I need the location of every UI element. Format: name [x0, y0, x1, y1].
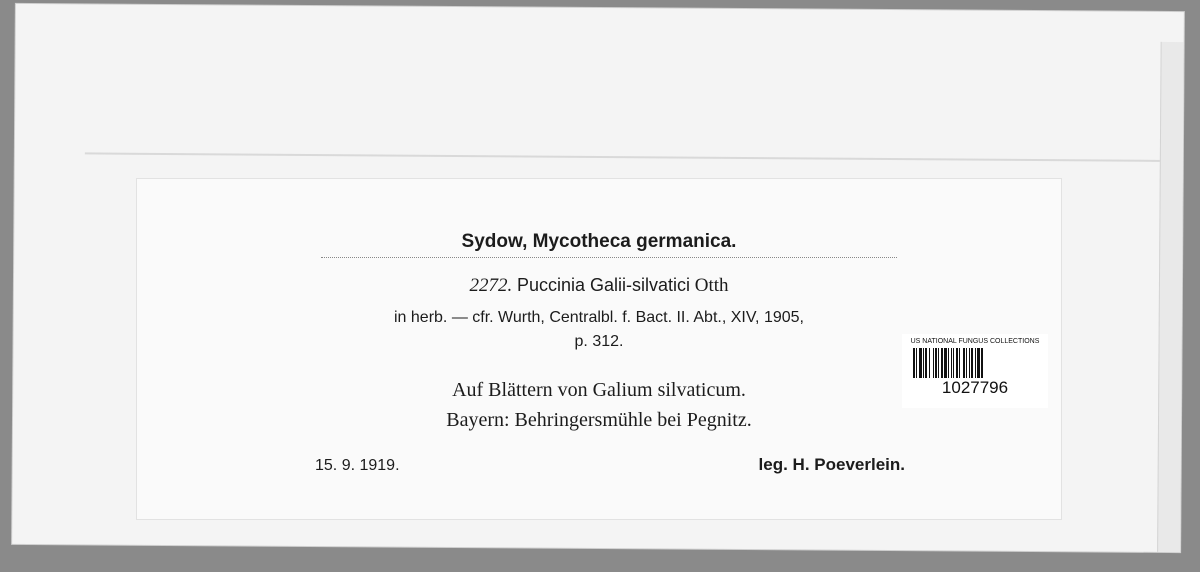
species-author: Otth: [694, 275, 729, 296]
series-title: Sydow, Mycotheca germanica.: [461, 231, 737, 252]
collection-date: 15. 9. 1919.: [315, 457, 400, 474]
title-rule: [321, 257, 897, 259]
exsiccata-number: 2272.: [469, 275, 513, 296]
barcode-label: [902, 334, 1048, 408]
species-name: Puccinia Galii-silvatici: [516, 275, 691, 295]
barcode-number: 1027796: [941, 378, 1009, 397]
host-line: Auf Blättern von Galium silvaticum.: [452, 379, 746, 401]
reference-line-2: p. 312.: [574, 333, 624, 350]
envelope-fold: [85, 152, 1165, 162]
reference-line-1: in herb. — cfr. Wurth, Centralbl. f. Bact. II. Abt., XIV, 1905,: [394, 309, 804, 326]
species-line: [137, 275, 1061, 297]
envelope-edge: [1157, 42, 1184, 552]
barcode-institution: US NATIONAL FUNGUS COLLECTIONS: [910, 338, 1040, 345]
barcode-icon: [911, 348, 1039, 378]
locality-line: Bayern: Behringersmühle bei Pegnitz.: [446, 409, 752, 431]
collector: leg. H. Poeverlein.: [758, 455, 905, 474]
